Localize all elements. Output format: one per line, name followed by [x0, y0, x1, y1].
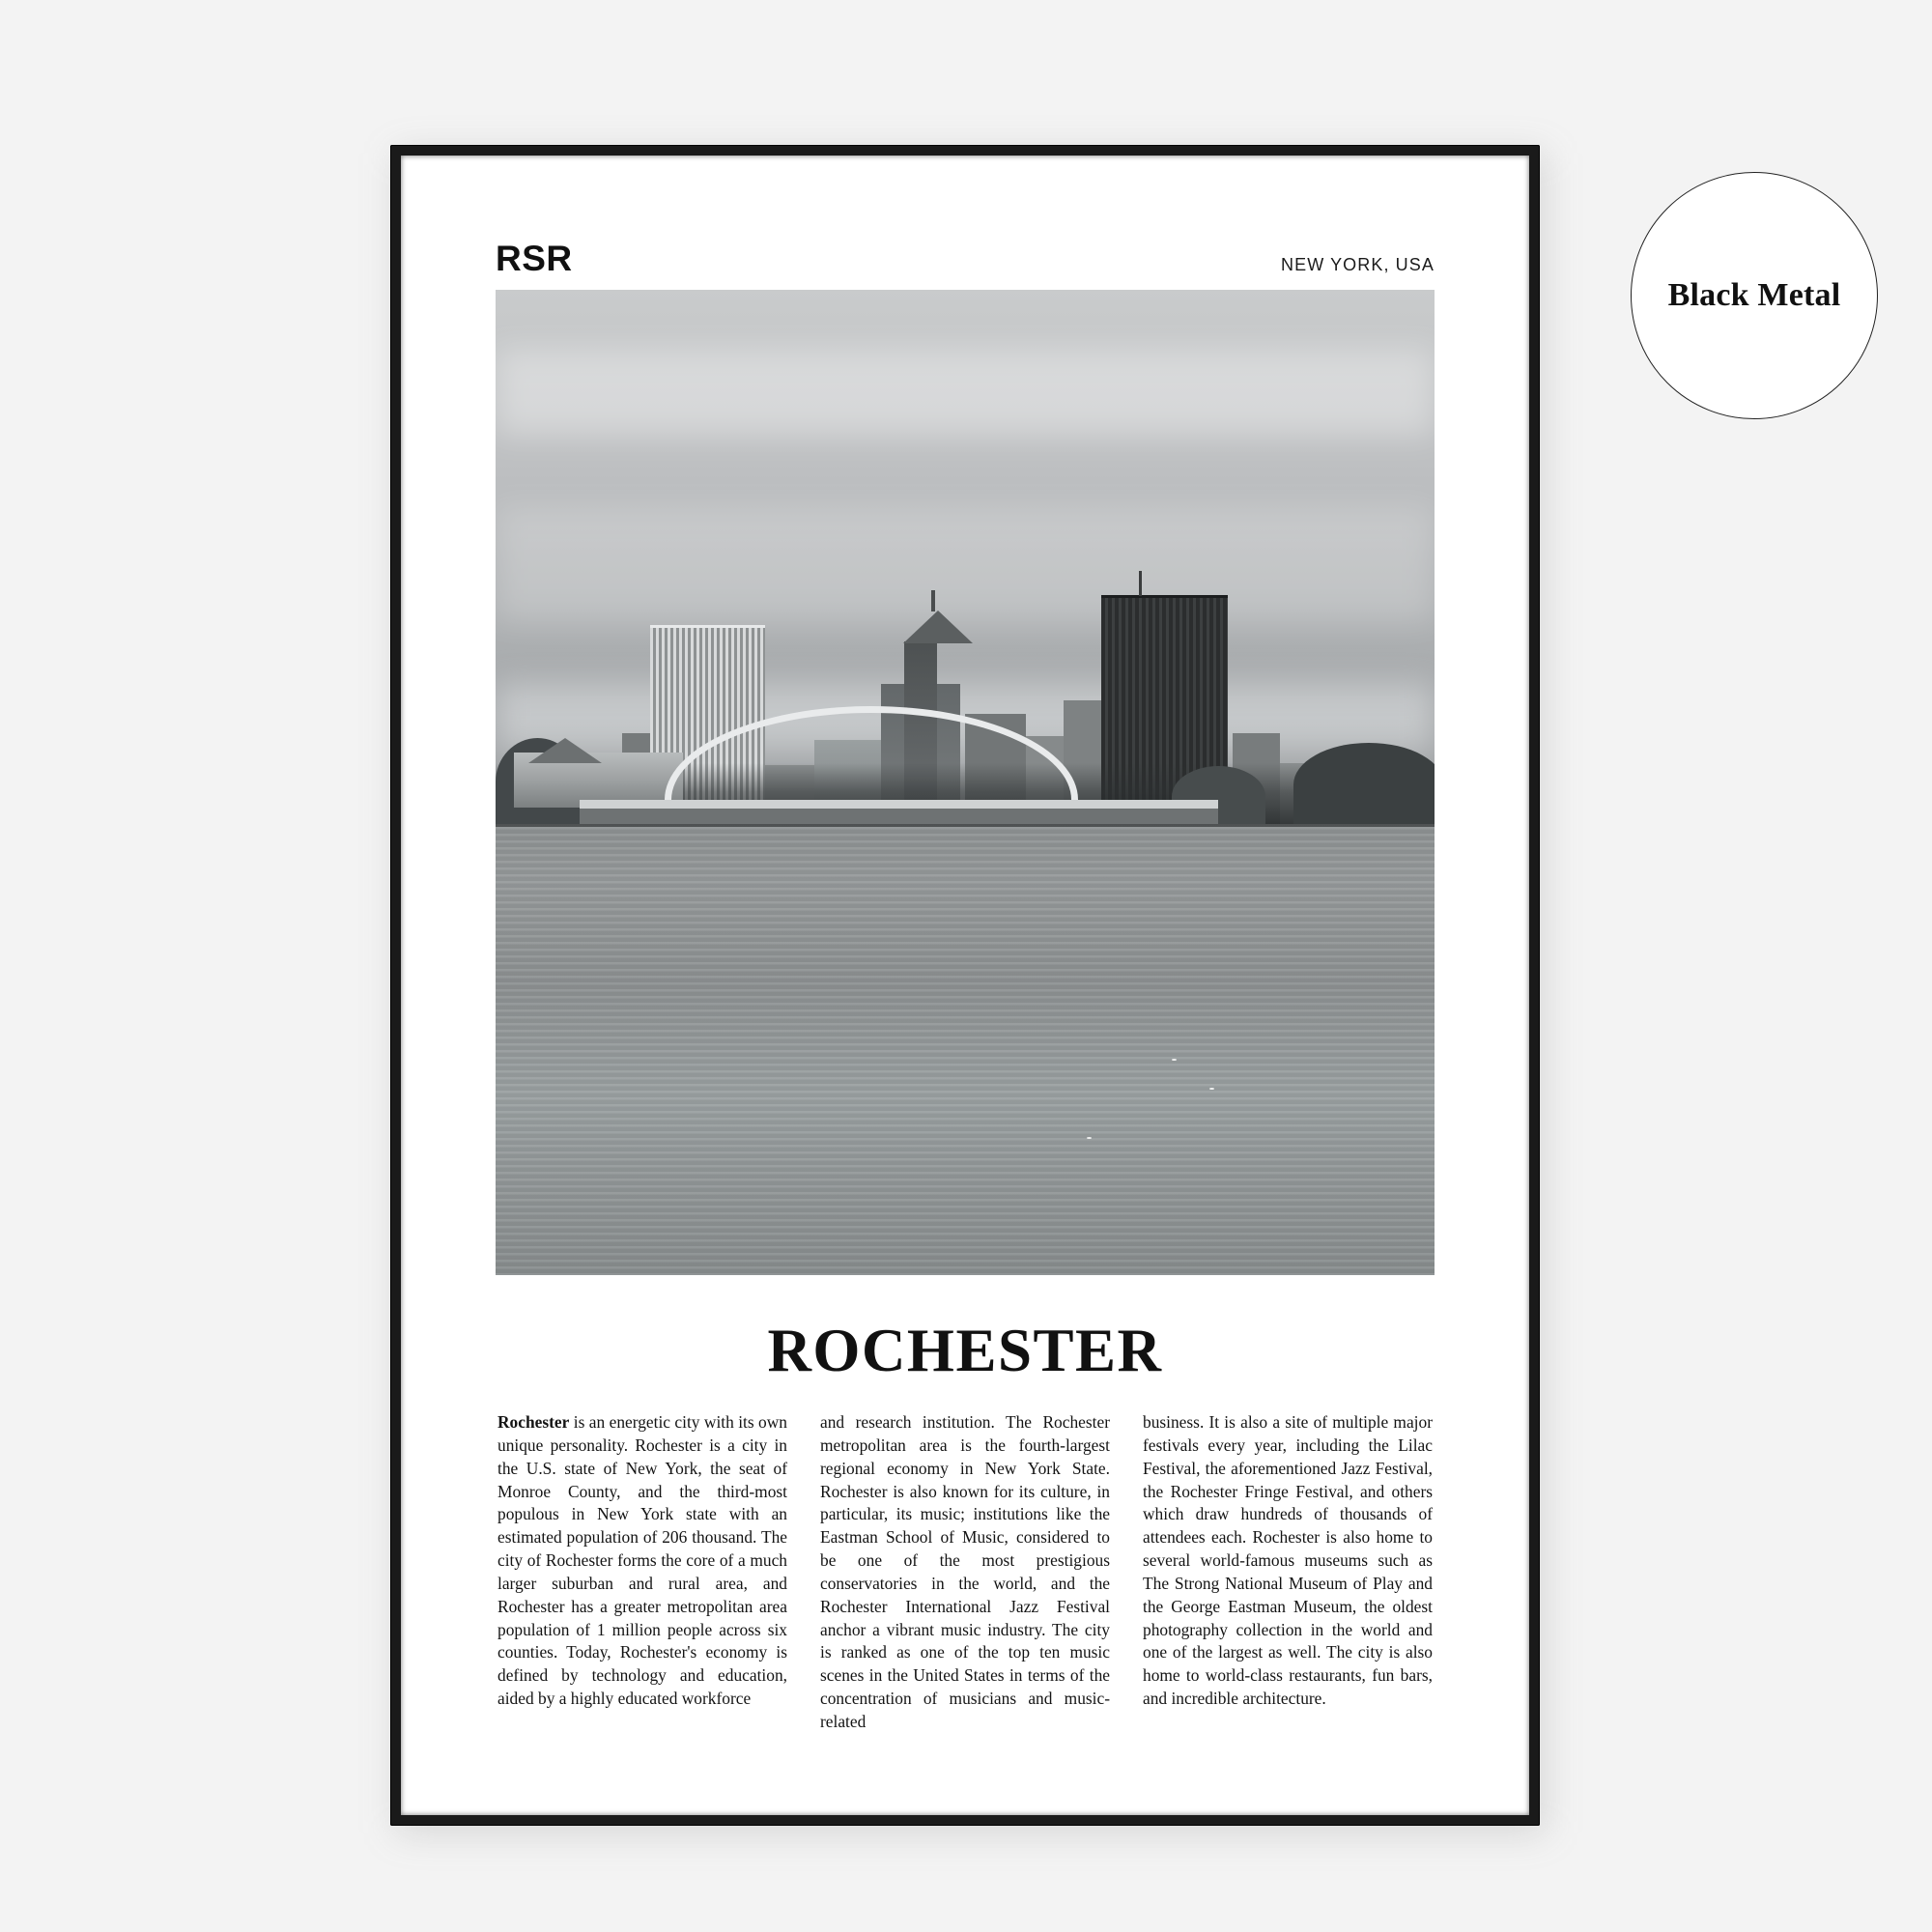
photo-bridge-deck	[580, 800, 1218, 809]
picture-frame	[390, 145, 1540, 1826]
skyline-photograph	[496, 290, 1435, 1275]
frame-material-label: Black Metal	[1667, 277, 1841, 313]
poster-description-columns	[496, 1411, 1435, 1734]
frame-material-badge[interactable]	[1631, 172, 1878, 419]
photo-bridge-understructure	[580, 809, 1218, 824]
poster-paper	[401, 156, 1529, 1815]
brand-wordmark: RSR	[496, 239, 573, 278]
description-column-2	[820, 1411, 1110, 1734]
photo-tree-clump	[1293, 743, 1435, 827]
description-column-1	[497, 1411, 787, 1734]
poster-header	[496, 241, 1435, 290]
description-lead-in: Rochester	[497, 1412, 570, 1432]
photo-cloud-band	[496, 349, 1435, 436]
photo-building-spire	[931, 590, 935, 611]
photo-cloud-band	[496, 506, 1435, 622]
photo-bird	[1172, 1059, 1177, 1061]
description-column-3	[1143, 1411, 1433, 1734]
poster-locale-label: NEW YORK, USA	[1281, 255, 1435, 274]
photo-building-peaked-roof	[903, 611, 973, 643]
photo-river-water	[496, 827, 1435, 1275]
photo-tower-antenna	[1139, 571, 1142, 596]
description-body: business. It is also a site of multiple major festivals every year, including the Lilac Festival, the aforementioned Jazz Festival, the Rochester Fringe Festival, and others which draw hundreds of thousands of attendees each. Rochester is also home to several world-famous museums such as The Strong National Museum of Play and the George Eastman Museum, the oldest photography collection in the world and one of the largest as well. The city is also home to world-class restaurants, fun bars, and incredible architecture.	[1143, 1412, 1433, 1709]
description-body: is an energetic city with its own unique personality. Rochester is a city in the U.S. state of New York, the seat of Monroe County, and the third-most populous in New York state with an estimated population of 206 thousand. The city of Rochester forms the core of a much larger suburban and rural area, and Rochester has a greater metropolitan area population of 1 million people across six counties. Today, Rochester's economy is defined by technology and education, aided by a highly educated workforce	[497, 1412, 787, 1709]
poster-content	[496, 241, 1435, 1736]
description-body: and research institution. The Rochester metropolitan area is the fourth-largest regional economy in New York State. Rochester is also known for its culture, in particular, its music; institutions like the Eastman School of Music, considered to be one of the most prestigious conservatories in the world, and the Rochester International Jazz Festival anchor a vibrant music industry. The city is ranked as one of the top ten music scenes in the United States in terms of the concentration of musicians and music-related	[820, 1412, 1110, 1731]
poster-title: ROCHESTER	[767, 1317, 1163, 1384]
photo-house-roof	[528, 738, 602, 763]
